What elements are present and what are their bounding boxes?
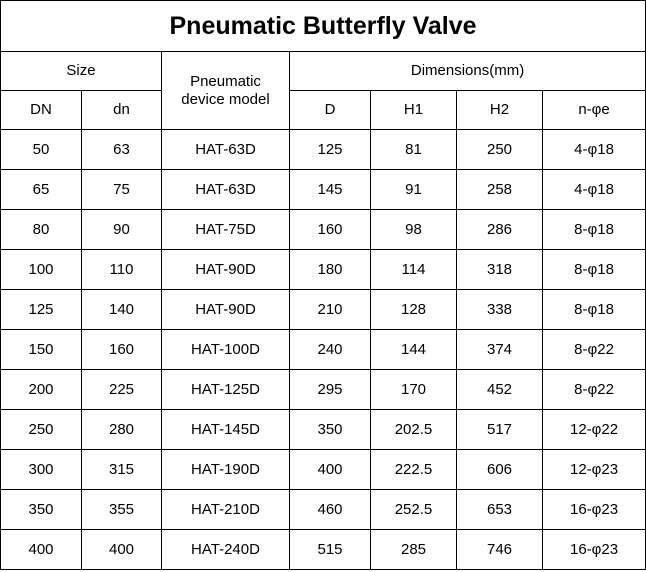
h1-cell: 285	[371, 530, 457, 570]
dn-lower-header: dn	[82, 91, 162, 130]
table-row	[1, 210, 646, 250]
d-cell: 240	[290, 330, 371, 370]
bolts-cell: 8-φ18	[543, 210, 646, 250]
bolts-cell: 8-φ22	[543, 370, 646, 410]
d-cell: 400	[290, 450, 371, 490]
dn-small-cell: 110	[82, 250, 162, 290]
d-cell: 295	[290, 370, 371, 410]
dn-upper-header: DN	[1, 91, 82, 130]
dn-small-cell: 315	[82, 450, 162, 490]
d-cell: 125	[290, 130, 371, 170]
table-row	[1, 170, 646, 210]
h2-cell: 374	[457, 330, 543, 370]
dn-cell: 65	[1, 170, 82, 210]
bolts-cell: 4-φ18	[543, 130, 646, 170]
dn-small-cell: 355	[82, 490, 162, 530]
d-cell: 515	[290, 530, 371, 570]
dn-small-cell: 160	[82, 330, 162, 370]
dn-cell: 400	[1, 530, 82, 570]
h1-cell: 170	[371, 370, 457, 410]
h2-cell: 517	[457, 410, 543, 450]
table-row	[1, 530, 646, 570]
dn-cell: 100	[1, 250, 82, 290]
h1-cell: 81	[371, 130, 457, 170]
bolts-cell: 12-φ23	[543, 450, 646, 490]
model-cell: HAT-100D	[162, 330, 290, 370]
h2-cell: 250	[457, 130, 543, 170]
model-cell: HAT-63D	[162, 170, 290, 210]
table-row	[1, 490, 646, 530]
h2-cell: 746	[457, 530, 543, 570]
dn-cell: 250	[1, 410, 82, 450]
h2-cell: 286	[457, 210, 543, 250]
h1-cell: 202.5	[371, 410, 457, 450]
bolts-cell: 8-φ18	[543, 290, 646, 330]
bolts-cell: 8-φ22	[543, 330, 646, 370]
model-header-line2: device model	[181, 90, 270, 108]
h1-cell: 252.5	[371, 490, 457, 530]
h2-cell: 606	[457, 450, 543, 490]
h2-cell: 653	[457, 490, 543, 530]
d-cell: 350	[290, 410, 371, 450]
bolts-cell: 16-φ23	[543, 490, 646, 530]
table-row	[1, 130, 646, 170]
dn-cell: 150	[1, 330, 82, 370]
h1-header: H1	[371, 91, 457, 130]
dimensions-header: Dimensions(mm)	[290, 52, 646, 91]
model-cell: HAT-210D	[162, 490, 290, 530]
h2-cell: 452	[457, 370, 543, 410]
bolts-cell: 12-φ22	[543, 410, 646, 450]
bolts-cell: 4-φ18	[543, 170, 646, 210]
bolts-header: n-φe	[543, 91, 646, 130]
model-cell: HAT-145D	[162, 410, 290, 450]
table-row	[1, 370, 646, 410]
bolts-cell: 8-φ18	[543, 250, 646, 290]
table-row	[1, 410, 646, 450]
dn-cell: 50	[1, 130, 82, 170]
d-cell: 460	[290, 490, 371, 530]
d-cell: 210	[290, 290, 371, 330]
h2-header: H2	[457, 91, 543, 130]
h2-cell: 258	[457, 170, 543, 210]
model-cell: HAT-125D	[162, 370, 290, 410]
table-row	[1, 450, 646, 490]
bolts-cell: 16-φ23	[543, 530, 646, 570]
d-cell: 145	[290, 170, 371, 210]
dn-cell: 200	[1, 370, 82, 410]
d-cell: 180	[290, 250, 371, 290]
h1-cell: 222.5	[371, 450, 457, 490]
d-header: D	[290, 91, 371, 130]
table-title: Pneumatic Butterfly Valve	[1, 1, 646, 52]
dn-cell: 80	[1, 210, 82, 250]
h1-cell: 128	[371, 290, 457, 330]
h1-cell: 144	[371, 330, 457, 370]
h2-cell: 318	[457, 250, 543, 290]
model-header-line1: Pneumatic	[190, 72, 261, 90]
dn-small-cell: 280	[82, 410, 162, 450]
dn-cell: 350	[1, 490, 82, 530]
model-cell: HAT-240D	[162, 530, 290, 570]
model-cell: HAT-90D	[162, 290, 290, 330]
model-cell: HAT-63D	[162, 130, 290, 170]
h1-cell: 91	[371, 170, 457, 210]
dn-cell: 300	[1, 450, 82, 490]
model-cell: HAT-75D	[162, 210, 290, 250]
dn-small-cell: 140	[82, 290, 162, 330]
dn-small-cell: 225	[82, 370, 162, 410]
dn-small-cell: 63	[82, 130, 162, 170]
dn-small-cell: 400	[82, 530, 162, 570]
h2-cell: 338	[457, 290, 543, 330]
model-cell: HAT-190D	[162, 450, 290, 490]
model-cell: HAT-90D	[162, 250, 290, 290]
model-header	[162, 52, 290, 130]
size-header: Size	[1, 52, 162, 91]
h1-cell: 98	[371, 210, 457, 250]
dn-cell: 125	[1, 290, 82, 330]
table-row	[1, 330, 646, 370]
dn-small-cell: 90	[82, 210, 162, 250]
h1-cell: 114	[371, 250, 457, 290]
d-cell: 160	[290, 210, 371, 250]
dn-small-cell: 75	[82, 170, 162, 210]
table-row	[1, 250, 646, 290]
table-row	[1, 290, 646, 330]
